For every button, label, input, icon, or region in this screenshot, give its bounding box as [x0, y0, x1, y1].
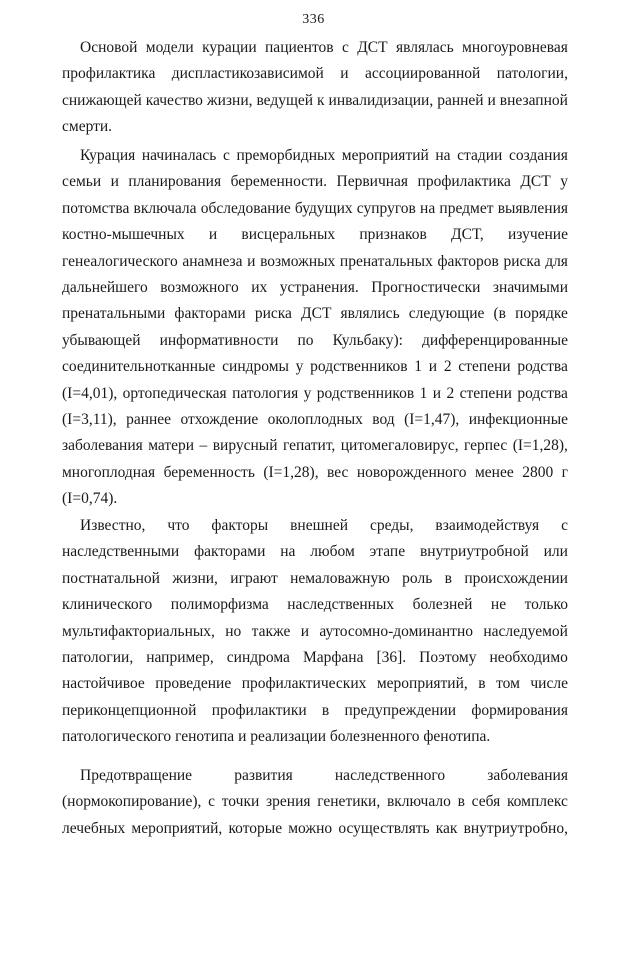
word: у: [560, 173, 568, 191]
text-line: [62, 567, 568, 591]
word: факторы: [211, 517, 269, 534]
word: костно-мышечных: [62, 226, 185, 244]
word: их: [251, 279, 268, 296]
word: и: [208, 226, 218, 244]
word: создания: [508, 147, 568, 164]
word: анамнеза: [182, 252, 243, 270]
word: профилактических: [241, 675, 367, 693]
word: проведение: [155, 675, 232, 693]
word: начиналась: [141, 147, 217, 164]
word: жизни,: [172, 569, 218, 587]
word: Прогностически: [371, 279, 481, 296]
word: смерти.: [62, 118, 113, 136]
word: (I=1,47),: [404, 411, 460, 428]
word: наследственными: [62, 543, 180, 561]
word: матери: [148, 437, 195, 455]
word: (I=1,28),: [512, 437, 568, 455]
word: включало: [386, 793, 451, 811]
word: (I=0,74).: [62, 490, 118, 508]
word: устранения.: [279, 279, 359, 296]
word: что: [167, 517, 190, 534]
word: пренатальных: [339, 252, 433, 270]
word: наследуемой: [483, 622, 568, 640]
word: и: [238, 728, 247, 746]
word: висцеральных: [241, 226, 336, 244]
word: включала: [133, 199, 197, 217]
word: патология: [232, 384, 299, 402]
word: наследственных: [287, 596, 395, 614]
word: роль: [402, 569, 433, 587]
text-line: [62, 487, 568, 511]
word: в: [444, 569, 452, 587]
text-line: [62, 434, 568, 458]
word: (I=3,11),: [62, 411, 117, 428]
word: ДСТ: [357, 39, 388, 56]
word: мероприятий: [341, 147, 429, 164]
word: не: [490, 596, 507, 614]
word: Основой: [80, 39, 138, 56]
text-line: [62, 540, 568, 564]
text-line: [80, 514, 568, 538]
word: с: [341, 39, 349, 56]
word: степени: [459, 384, 512, 402]
word: себя: [471, 793, 501, 811]
word: синдромы: [222, 358, 289, 376]
word: возможных: [260, 252, 336, 270]
word: родственников: [316, 384, 415, 402]
word: и: [300, 622, 310, 640]
word: 2: [443, 358, 452, 376]
text-line: [80, 36, 568, 60]
word: значимыми: [492, 279, 568, 296]
word: являлась: [396, 39, 454, 56]
word: снижающей: [62, 91, 142, 109]
word: среды,: [369, 517, 414, 534]
word: только: [524, 596, 568, 614]
text-line: [62, 646, 568, 670]
word: факторов: [437, 252, 499, 270]
word: –: [199, 437, 208, 455]
word: Курация: [80, 147, 136, 164]
word: профилактика: [417, 173, 511, 191]
word: [36].: [376, 649, 407, 666]
word: супругов: [356, 199, 416, 217]
text-line: [62, 408, 568, 432]
word: генотипа: [175, 728, 235, 746]
text-line: [62, 302, 568, 326]
word: факторами: [174, 305, 246, 323]
word: генетики,: [317, 793, 381, 811]
word: ортопедическая: [122, 384, 227, 402]
word: на: [280, 543, 296, 561]
word: многоплодная: [62, 463, 156, 481]
word: генеалогического: [62, 252, 178, 270]
word: выявления: [497, 199, 568, 217]
text-line: [62, 355, 568, 379]
word: г: [561, 463, 568, 481]
word: изучение: [507, 226, 568, 244]
text-line: [62, 250, 568, 274]
word: наследственного: [334, 767, 446, 784]
word: болезненного: [329, 728, 420, 746]
word: происхождении: [464, 569, 568, 587]
word: числе: [530, 675, 568, 693]
word: менее: [474, 463, 514, 481]
word: предупреждении: [344, 701, 457, 719]
word: качество: [145, 91, 203, 109]
word: околоплодных: [267, 411, 363, 428]
word: аутосомно-доминантно: [319, 622, 473, 640]
word: у: [303, 384, 312, 402]
word: настойчивое: [62, 675, 145, 693]
text-line: [62, 461, 568, 485]
word: с: [561, 517, 568, 534]
text-line: [62, 817, 568, 841]
text-line: [62, 276, 568, 300]
word: стадии: [457, 147, 503, 164]
word: ДСТ: [301, 305, 332, 323]
word: модели: [145, 39, 194, 56]
text-line: [62, 115, 568, 139]
word: родственников: [310, 358, 408, 376]
word: следующие: [408, 305, 485, 323]
word: зрения: [266, 793, 311, 811]
word: формирования: [471, 701, 568, 719]
word: герпес: [464, 437, 508, 455]
word: вирусный: [212, 437, 278, 455]
word: возможного: [160, 279, 239, 296]
word: синдрома: [226, 649, 290, 666]
word: патологического: [62, 728, 172, 746]
word: являлись: [340, 305, 400, 323]
word: профилактика: [62, 65, 156, 83]
word: любом: [310, 543, 355, 561]
word: в: [478, 675, 486, 693]
text-line: [80, 764, 568, 788]
word: с: [222, 147, 230, 164]
word: внутриутробной: [419, 543, 529, 561]
word: играют: [230, 569, 278, 587]
word: внезапной: [499, 91, 568, 109]
word: на: [420, 199, 436, 217]
word: риска: [503, 252, 541, 270]
word: с: [208, 793, 215, 811]
word: обследование: [200, 199, 291, 217]
word: информативности: [159, 331, 279, 349]
word: риска: [254, 305, 292, 323]
word: заболевания: [62, 437, 143, 455]
word: мероприятий,: [131, 819, 223, 837]
word: профилактики: [211, 701, 307, 719]
page-number: 336: [302, 12, 325, 27]
word: патологии,: [62, 649, 134, 666]
word: постнатальной: [62, 569, 160, 587]
word: ДСТ,: [451, 226, 484, 244]
word: соединительнотканные: [62, 358, 216, 376]
word: Известно,: [80, 517, 146, 534]
word: курации: [202, 39, 257, 56]
word: также: [251, 622, 291, 640]
word: порядке: [515, 305, 568, 323]
word: заболевания: [487, 767, 568, 784]
word: отхождение: [180, 411, 259, 428]
word: Поэтому: [419, 649, 477, 666]
word: ведущей: [256, 91, 314, 109]
word: развития: [234, 767, 293, 784]
word: к: [317, 91, 325, 109]
word: убывающей: [62, 331, 141, 349]
word: мультифакториальных,: [62, 622, 215, 640]
word: на: [435, 147, 451, 164]
word: немаловажную: [290, 569, 390, 587]
word: как: [435, 819, 458, 837]
word: многоуровневая: [462, 39, 568, 56]
word: Предотвращение: [80, 767, 193, 784]
word: преморбидных: [236, 147, 336, 164]
word: том: [496, 675, 520, 693]
text-line: [62, 725, 568, 749]
text-line: [62, 223, 568, 247]
word: осуществлять: [338, 819, 430, 837]
word: степени: [458, 358, 511, 376]
word: пренатальными: [62, 305, 166, 323]
word: болезней: [412, 596, 473, 614]
text-line: [62, 197, 568, 221]
word: например,: [146, 649, 214, 666]
text-line: [62, 790, 568, 814]
word: в: [457, 793, 465, 811]
word: но: [225, 622, 242, 640]
text-line: [62, 620, 568, 644]
word: гепатит,: [282, 437, 336, 455]
word: ассоциированной: [364, 65, 481, 83]
word: 1: [419, 384, 428, 402]
text-line: [62, 89, 568, 113]
word: внутриутробно,: [463, 819, 568, 837]
word: дифференцированные: [422, 331, 568, 349]
word: внешней: [290, 517, 349, 534]
word: Первичная: [336, 173, 409, 191]
text-line: [62, 672, 568, 696]
word: ДСТ: [520, 173, 551, 191]
text-line: [62, 699, 568, 723]
word: 2: [446, 384, 455, 402]
word: и: [428, 358, 438, 376]
word: 2800: [522, 463, 554, 481]
text-line: [62, 62, 568, 86]
word: беременности.: [230, 173, 328, 191]
word: пациентов: [265, 39, 334, 56]
word: Марфана: [302, 649, 364, 666]
word: планирования: [128, 173, 222, 191]
word: у: [295, 358, 304, 376]
word: комплекс: [506, 793, 568, 811]
word: вес: [327, 463, 349, 481]
word: и: [432, 384, 442, 402]
word: ранней: [437, 91, 484, 109]
word: можно: [288, 819, 333, 837]
word: потомства: [62, 199, 130, 217]
word: лечебных: [62, 819, 126, 837]
word: инфекционные: [468, 411, 568, 428]
text-line: [62, 382, 568, 406]
word: которые: [228, 819, 283, 837]
word: в: [321, 701, 330, 719]
word: инвалидизации,: [328, 91, 434, 109]
word: родства: [517, 384, 568, 402]
word: семьи: [62, 173, 102, 191]
word: признаков: [359, 226, 427, 244]
word: этапе: [369, 543, 406, 561]
word: цитомегаловирус,: [340, 437, 459, 455]
word: беременность: [163, 463, 255, 481]
word: и: [110, 173, 119, 191]
word: взаимодействуя: [435, 517, 540, 534]
word: (I=1,28),: [263, 463, 319, 481]
word: по: [297, 331, 314, 349]
text-line: [80, 144, 568, 168]
word: патологии,: [496, 65, 568, 83]
word: вод: [372, 411, 395, 428]
word: периконцепционной: [62, 701, 197, 719]
word: реализации: [250, 728, 326, 746]
word: или: [543, 543, 568, 561]
word: и: [340, 65, 349, 83]
word: (нормокопирование),: [62, 793, 202, 811]
word: фенотипа.: [423, 728, 491, 746]
word: для: [545, 252, 568, 270]
word: полиморфизма: [170, 596, 269, 614]
word: клинического: [62, 596, 153, 614]
word: и: [487, 91, 496, 109]
word: 1: [414, 358, 423, 376]
word: точки: [221, 793, 260, 811]
word: жизни,: [206, 91, 253, 109]
word: будущих: [294, 199, 353, 217]
word: диспластикозависимой: [171, 65, 324, 83]
word: новорожденного: [356, 463, 467, 481]
word: дальнейшего: [62, 279, 148, 296]
word: предмет: [439, 199, 494, 217]
word: Кульбаку):: [332, 331, 403, 349]
word: (I=4,01),: [62, 384, 118, 402]
text-line: [62, 593, 568, 617]
word: раннее: [126, 411, 172, 428]
word: мероприятий,: [376, 675, 468, 693]
text-line: [62, 170, 568, 194]
word: (в: [493, 305, 506, 323]
word: и: [247, 252, 256, 270]
word: необходимо: [489, 649, 568, 666]
word: родства: [517, 358, 568, 376]
word: факторами: [194, 543, 266, 561]
text-line: [62, 329, 568, 353]
